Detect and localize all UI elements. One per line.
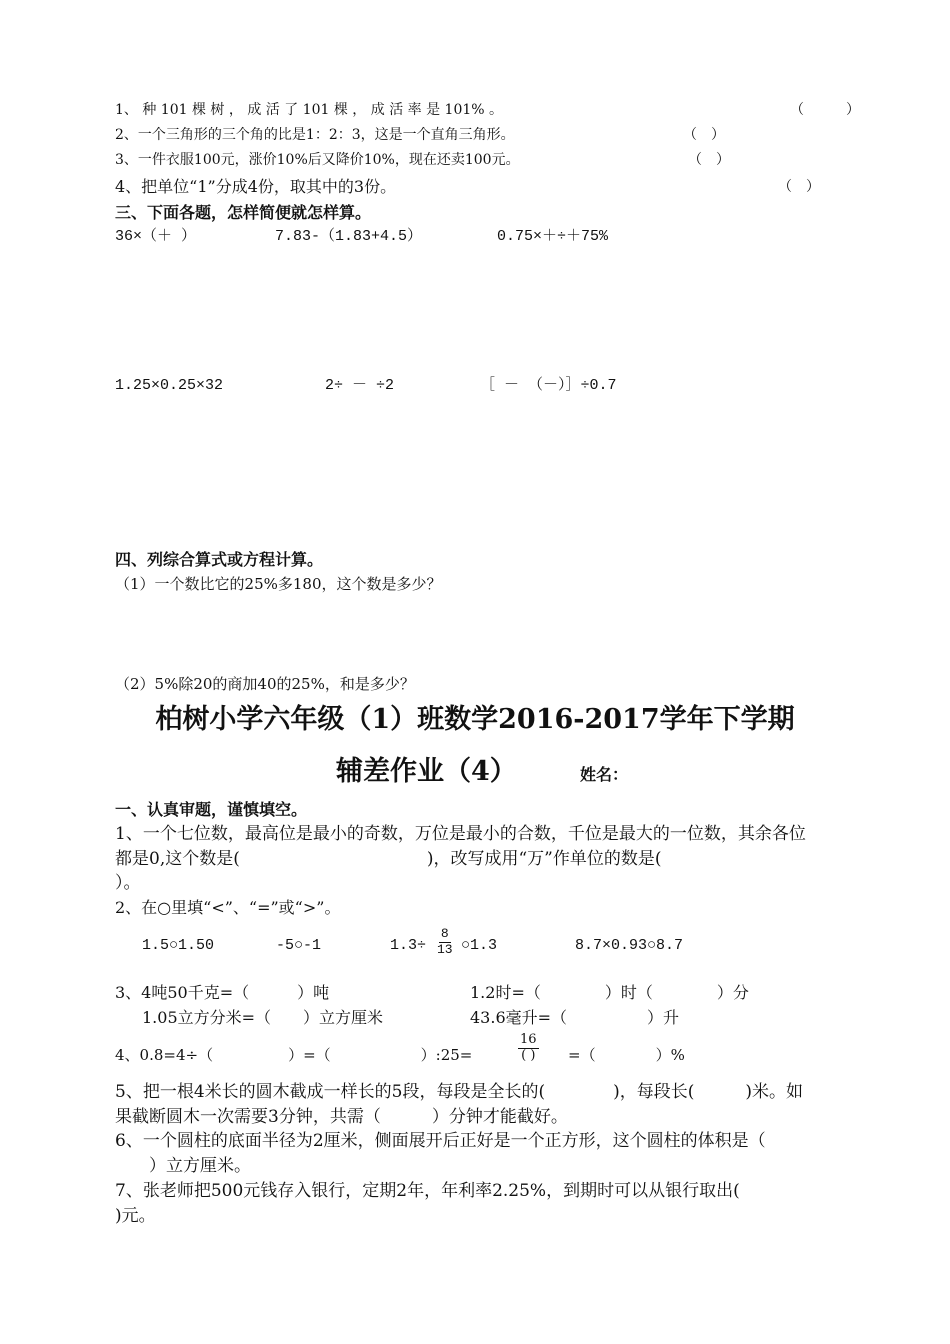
word-problem-1: （1）一个数比它的25%多180，这个数是多少？: [115, 575, 442, 593]
worksheet-subtitle: 辅差作业（4）: [336, 756, 517, 787]
compare-item-b: -5○-1: [276, 937, 322, 954]
section-3-heading: 三、下面各题，怎样简便就怎样算。: [115, 203, 372, 222]
compare-item-c-prefix: 1.3÷: [390, 937, 427, 954]
fill-question-3-c: 1.05立方分米=（ ）立方厘米: [142, 1008, 384, 1027]
fill-question-4-fraction: [518, 1033, 539, 1064]
fraction-numerator: 8: [440, 926, 449, 941]
compare-item-c-suffix: ○1.3: [461, 937, 498, 954]
student-name-label: 姓名：: [580, 765, 629, 784]
fill-question-5-line-2: 果截断圆木一次需要3分钟，共需（ ）分钟才能截好。: [115, 1107, 568, 1127]
section-1-heading: 一、认真审题，谨慎填空。: [115, 800, 308, 819]
compare-item-d: 8.7×0.93○8.7: [575, 937, 684, 954]
compare-item-c-fraction: [437, 927, 453, 958]
judge-item-2-answer-blank[interactable]: （ ）: [683, 127, 725, 143]
judge-item-4: 4、把单位“1”分成4份，取其中的3份。: [115, 177, 397, 196]
calc-expression-1: 36×（＋ ）: [115, 228, 197, 245]
judge-item-3-answer-blank[interactable]: （ ）: [688, 152, 730, 168]
judge-item-3: 3、一件衣服100元，涨价10%后又降价10%，现在还卖100元。: [115, 152, 520, 168]
fraction-denominator: 13: [437, 941, 453, 957]
calc-expression-6: ［ － （－）］÷0.7: [480, 377, 617, 394]
fill-question-7-line-2: )元。: [115, 1206, 156, 1226]
compare-item-a: 1.5○1.50: [142, 937, 215, 954]
calc-expression-5: 2÷ － ÷2: [325, 377, 395, 394]
calc-expression-3: 0.75×＋÷＋75%: [497, 228, 609, 245]
fill-question-5-line-1: 5、把一根4米长的圆木截成一样长的5段，每段是全长的( )，每段长( )米。如: [115, 1082, 803, 1102]
fill-question-2-instruction: 2、在○里填“<”、“=”或“>”。: [115, 898, 341, 917]
fill-question-3-a: 3、4吨50千克=（ ）吨: [115, 983, 330, 1002]
fill-question-1-line-2: 都是0,这个数是( )，改写成用“万”作单位的数是(: [115, 849, 662, 869]
fill-question-6-line-2: ）立方厘米。: [115, 1156, 251, 1176]
section-4-heading: 四、列综合算式或方程计算。: [115, 550, 324, 569]
fraction-denominator-blank[interactable]: ( ): [521, 1047, 536, 1063]
judge-item-1-answer-blank[interactable]: （ ）: [790, 102, 860, 118]
fill-question-3-b: 1.2时=（ ）时（ ）分: [470, 983, 749, 1002]
fill-question-6-line-1: 6、一个圆柱的底面半径为2厘米，侧面展开后正好是一个正方形，这个圆柱的体积是（: [115, 1131, 766, 1151]
fill-question-1-line-1: 1、一个七位数，最高位是最小的奇数，万位是最小的合数，千位是最大的一位数，其余各位: [115, 824, 806, 844]
word-problem-2: （2）5%除20的商加40的25%，和是多少？: [115, 675, 415, 693]
judge-item-4-answer-blank[interactable]: （ ）: [778, 179, 820, 195]
fill-question-4-prefix: 4、0.8=4÷（ ）=（ ）:25=: [115, 1046, 473, 1064]
fill-question-7-line-1: 7、张老师把500元钱存入银行，定期2年，年利率2.25%，到期时可以从银行取出(: [115, 1181, 740, 1201]
calc-expression-4: 1.25×0.25×32: [115, 377, 224, 394]
fill-question-3-d: 43.6毫升=（ ）升: [470, 1008, 680, 1027]
fill-question-1-line-3: ）。: [115, 873, 141, 893]
fraction-numerator: 16: [520, 1032, 537, 1047]
judge-item-2: 2、一个三角形的三个角的比是1：2：3，这是一个直角三角形。: [115, 127, 515, 143]
fill-question-4-suffix: =（ ）%: [568, 1046, 685, 1064]
judge-item-1: 1、 种 101 棵 树 ， 成 活 了 101 棵 ， 成 活 率 是 101% 。: [115, 102, 504, 118]
worksheet-title: 柏树小学六年级（1）班数学2016-2017学年下学期: [155, 704, 795, 735]
calc-expression-2: 7.83-（1.83+4.5）: [275, 228, 423, 245]
